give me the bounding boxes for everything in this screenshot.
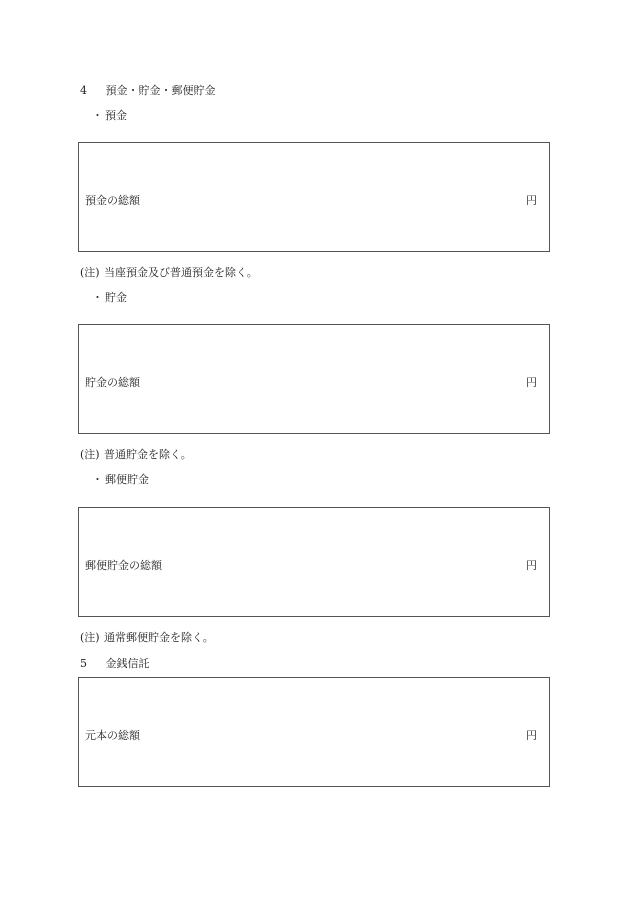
section-number: 4	[80, 84, 87, 97]
section-4-heading	[80, 82, 216, 98]
note-tag: (注)	[80, 266, 100, 279]
principal-total-box[interactable]	[78, 677, 550, 787]
section-5-heading	[80, 655, 150, 671]
section-title: 預金・貯金・郵便貯金	[105, 84, 216, 97]
subheading-label: 貯金	[105, 291, 127, 304]
subheading-deposit	[92, 107, 127, 123]
subheading-label: 預金	[105, 109, 127, 122]
field-label: 郵便貯金の総額	[85, 559, 162, 572]
note-tag: (注)	[80, 448, 100, 461]
unit-label: 円	[526, 559, 537, 572]
bullet-icon: ・	[92, 109, 103, 122]
field-label: 貯金の総額	[85, 376, 140, 389]
field-label: 元本の総額	[85, 729, 140, 742]
note-text: 当座預金及び普通預金を除く。	[104, 266, 258, 279]
subheading-postal	[92, 471, 149, 487]
note-text: 通常郵便貯金を除く。	[104, 631, 214, 644]
deposit-total-box[interactable]	[78, 142, 550, 252]
bullet-icon: ・	[92, 291, 103, 304]
deposit-note	[80, 264, 258, 280]
savings-total-box[interactable]	[78, 324, 550, 434]
postal-total-box[interactable]	[78, 507, 550, 617]
field-label: 預金の総額	[85, 194, 140, 207]
subheading-savings	[92, 289, 127, 305]
note-text: 普通貯金を除く。	[104, 448, 192, 461]
postal-note	[80, 629, 214, 645]
section-number: 5	[80, 657, 87, 670]
section-title: 金銭信託	[105, 657, 150, 670]
savings-note	[80, 446, 192, 462]
unit-label: 円	[526, 729, 537, 742]
note-tag: (注)	[80, 631, 100, 644]
unit-label: 円	[526, 194, 537, 207]
subheading-label: 郵便貯金	[105, 473, 149, 486]
unit-label: 円	[526, 376, 537, 389]
bullet-icon: ・	[92, 473, 103, 486]
